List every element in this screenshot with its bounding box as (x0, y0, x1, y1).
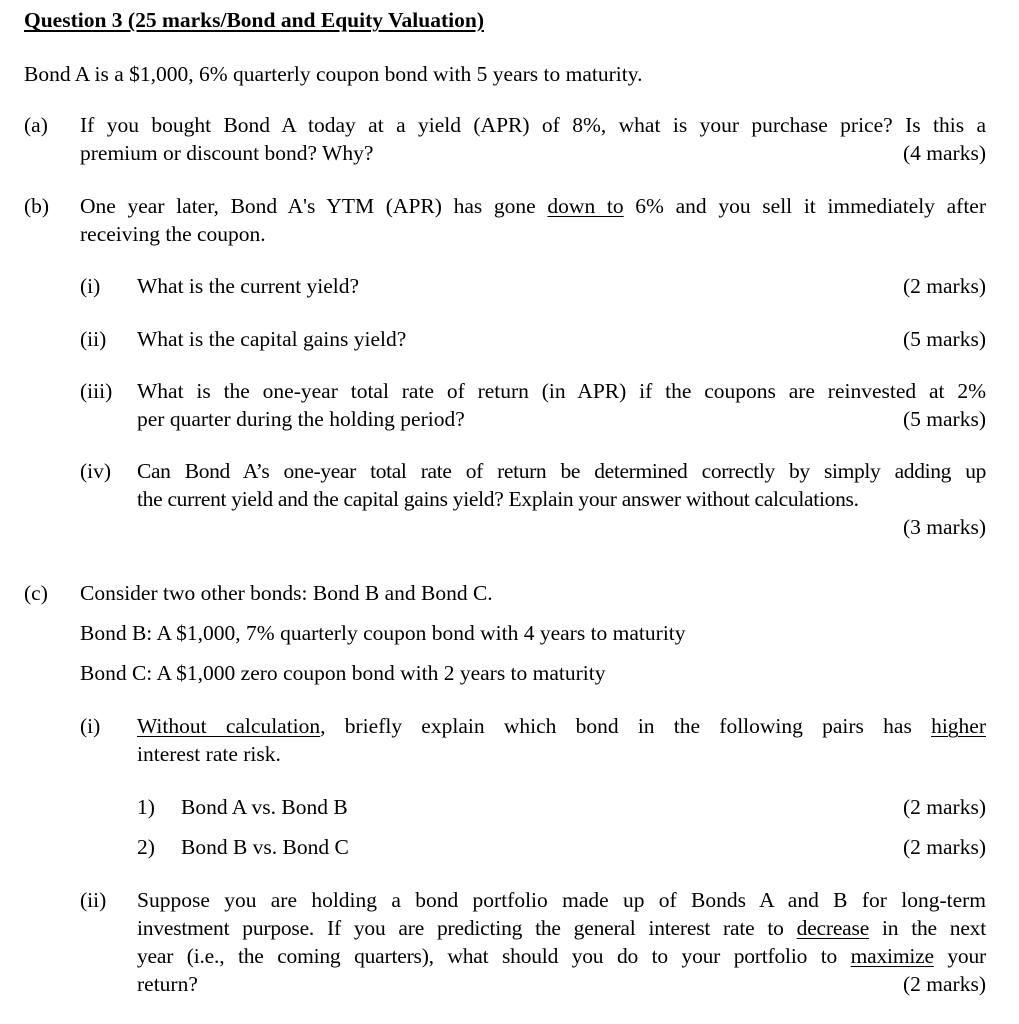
pair-2-text: Bond B vs. Bond C (181, 835, 349, 859)
intro-text: Bond A is a $1,000, 6% quarterly coupon bond with 5 years to maturity. (24, 62, 643, 86)
part-b-i-label: (i) (80, 274, 101, 298)
pair-1-marks: (2 marks) (903, 795, 986, 819)
pair-1-text: Bond A vs. Bond B (181, 795, 348, 819)
part-c-ii-line-4: return? (137, 972, 198, 996)
part-b-iv-line-1: Can Bond A’s one-year total rate of return be determined correctly by simply adding up (137, 459, 986, 483)
underlined-maximize: maximize (850, 944, 934, 968)
part-b-line-2: receiving the coupon. (80, 222, 266, 246)
part-c-ii-line-2 (137, 914, 986, 942)
part-b-iv-label: (iv) (80, 459, 112, 483)
part-b-line-1-end: 6% and you sell it immediately after (623, 194, 986, 218)
underlined-without-calculation: Without calculation (137, 714, 321, 738)
underlined-decrease: decrease (796, 916, 870, 940)
part-c-ii-line-3-start: year (i.e., the coming quarters), what should you do to your portfolio to (137, 944, 851, 968)
part-b-iii-line-1: What is the one-year total rate of return (in APR) if the coupons are reinvested at 2% (137, 379, 986, 403)
pair-2-number: 2) (137, 835, 155, 859)
part-c-ii-line-3-end: your (933, 944, 986, 968)
part-b-i-marks: (2 marks) (903, 274, 986, 298)
part-a-label: (a) (24, 113, 48, 137)
part-c-i-line-1 (137, 712, 986, 740)
bond-c-description: Bond C: A $1,000 zero coupon bond with 2 years to maturity (80, 661, 606, 685)
part-b-underlined-down-to: down to (547, 194, 624, 218)
part-b-label: (b) (24, 194, 50, 218)
part-c-line-1: Consider two other bonds: Bond B and Bond C. (80, 581, 493, 605)
part-b-iii-label: (iii) (80, 379, 113, 403)
part-b-iv-marks: (3 marks) (903, 515, 986, 539)
part-c-i-line-2: interest rate risk. (137, 742, 281, 766)
underlined-higher: higher (931, 714, 986, 738)
part-c-ii-line-2-start: investment purpose. If you are predicting the general interest rate to (137, 916, 797, 940)
part-c-i-label: (i) (80, 714, 101, 738)
part-a-marks: (4 marks) (903, 141, 986, 165)
part-b-i-text: What is the current yield? (137, 274, 360, 298)
pair-1-number: 1) (137, 795, 155, 819)
question-heading: Question 3 (25 marks/Bond and Equity Valuation) (24, 8, 484, 32)
part-c-ii-line-3 (137, 942, 986, 970)
part-c-ii-marks: (2 marks) (903, 972, 986, 996)
bond-b-description: Bond B: A $1,000, 7% quarterly coupon bond with 4 years to maturity (80, 621, 686, 645)
part-c-label: (c) (24, 581, 48, 605)
part-b-iv-line-2: the current yield and the capital gains yield? Explain your answer without calculations. (137, 487, 859, 511)
part-b-ii-marks: (5 marks) (903, 327, 986, 351)
part-b-line-1-start: One year later, Bond A's YTM (APR) has gone (80, 194, 548, 218)
part-b-ii-label: (ii) (80, 327, 107, 351)
part-b-iii-marks: (5 marks) (903, 407, 986, 431)
part-a-line-2: premium or discount bond? Why? (80, 141, 374, 165)
part-b-line-1 (80, 192, 986, 220)
part-c-ii-line-2-end: in the next (869, 916, 986, 940)
part-c-ii-label: (ii) (80, 888, 107, 912)
part-a-line-1: If you bought Bond A today at a yield (APR) of 8%, what is your purchase price? Is this a (80, 113, 986, 137)
part-c-i-line-1-middle: , briefly explain which bond in the following pairs has (320, 714, 932, 738)
pair-2-marks: (2 marks) (903, 835, 986, 859)
part-b-ii-text: What is the capital gains yield? (137, 327, 407, 351)
part-b-iii-line-2: per quarter during the holding period? (137, 407, 465, 431)
part-c-ii-line-1: Suppose you are holding a bond portfolio made up of Bonds A and B for long-term (137, 888, 986, 912)
